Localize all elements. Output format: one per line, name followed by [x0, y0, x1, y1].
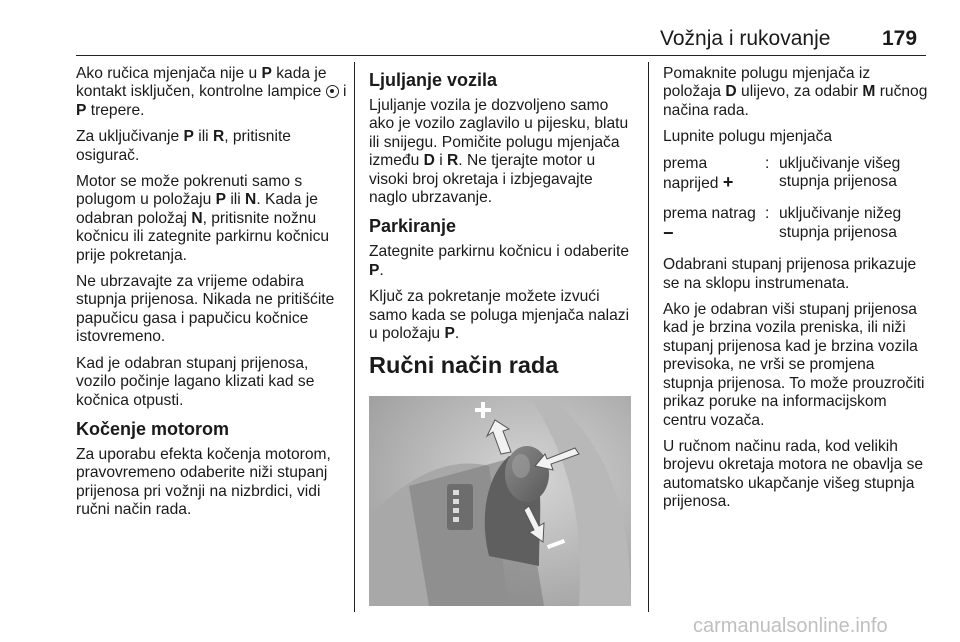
- paragraph: Lupnite polugu mjenjača: [663, 128, 833, 146]
- section-heading-engine-braking: Kočenje motorom: [76, 418, 230, 439]
- shift-row-back: [663, 205, 929, 244]
- paragraph: Ključ za pokretanje možete izvući samo kada se poluga mjenjača nalazi u položaju P.: [369, 288, 630, 343]
- paragraph: Pomaknite polugu mjenjača iz položaja D ulijevo, za odabir M ručnog načina rada.: [663, 65, 928, 119]
- minus-icon: −: [663, 222, 674, 243]
- watermark: carmanualsonline.info: [693, 615, 888, 637]
- shift-description: uključivanje višeg stupnja prijenosa: [779, 154, 901, 191]
- paragraph: Ako ručica mjenjača nije u P kada je kontakt isključen, kontrolne lampice i P trepere.: [76, 65, 347, 119]
- paragraph: Ne ubrzavajte za vrijeme odabira stupnja prijenosa. Nikada ne pritišćite papučicu gasa i papučicu kočnice istovremeno.: [76, 273, 335, 346]
- paragraph: Odabrani stupanj prijenosa prikazuje se na sklopu instrumenata.: [663, 256, 917, 292]
- page-number: 179: [882, 27, 918, 50]
- paragraph: Zategnite parkirnu kočnicu i odaberite P.: [369, 243, 630, 279]
- column-divider-1: [354, 62, 355, 612]
- paragraph: Za uključivanje P ili R, pritisnite osigurač.: [76, 128, 291, 164]
- gear-lever-drawing: [369, 396, 631, 606]
- plus-icon: +: [722, 172, 734, 193]
- paragraph: Motor se može pokrenuti samo s polugom u položaju P ili N. Kada je odabran položaj N, pritisnite nožnu kočnicu ili zategnite parkirnu kočnicu prije pokretanja.: [76, 173, 330, 264]
- shift-direction-label: prema naprijed +: [663, 154, 734, 193]
- header-title: Vožnja i rukovanje: [660, 27, 831, 50]
- shift-description: uključivanje nižeg stupnja prijenosa: [779, 205, 902, 241]
- section-heading-manual-mode: Ručni način rada: [369, 352, 559, 379]
- paragraph: U ručnom načinu rada, kod velikih brojevu okretaja motora ne obavlja se automatsko ukapčanje višeg stupnja prijenosa.: [663, 437, 924, 511]
- column-divider-2: [648, 62, 649, 612]
- gear-lever-illustration: [369, 396, 631, 606]
- paragraph: Za uporabu efekta kočenja motorom, pravovremeno odaberite niži stupanj prijenosa pri vožnji na nizbrdici, vidi ručni način rada.: [76, 445, 331, 519]
- paragraph: Ljuljanje vozila je dozvoljeno samo ako je vozilo zaglavilo u pijesku, blatu ili snijegu. Pomičite polugu mjenjača između D i R. Ne tjerajte motor u visoki broj okretaja i izbjegavajte naglo ubrzavanje.: [369, 97, 629, 207]
- paragraph: Ako je odabran viši stupanj prijenosa kad je brzina vozila preniska, ili niži stupanj prijenosa kad je brzina vozila previsoka, ne vrši se promjena stupnja prijenosa. To može prouzročiti prikaz poruke na informacijskom centru vozača.: [663, 301, 925, 429]
- header-rule: [76, 55, 926, 56]
- column-3: [663, 65, 929, 520]
- colon: :: [765, 154, 770, 172]
- column-2: [369, 65, 635, 391]
- colon: :: [765, 205, 770, 223]
- section-heading-parking: Parkiranje: [369, 216, 457, 237]
- shift-row-forward: [663, 155, 929, 194]
- column-1: [76, 65, 348, 528]
- section-heading-rocking: Ljuljanje vozila: [369, 70, 498, 90]
- shift-direction-label: prema natrag −: [663, 205, 756, 243]
- paragraph: Kad je odabran stupanj prijenosa, vozilo počinje lagano klizati kad se kočnica otpusti.: [76, 354, 315, 409]
- shift-lever-warning-lamp-icon: [326, 85, 339, 98]
